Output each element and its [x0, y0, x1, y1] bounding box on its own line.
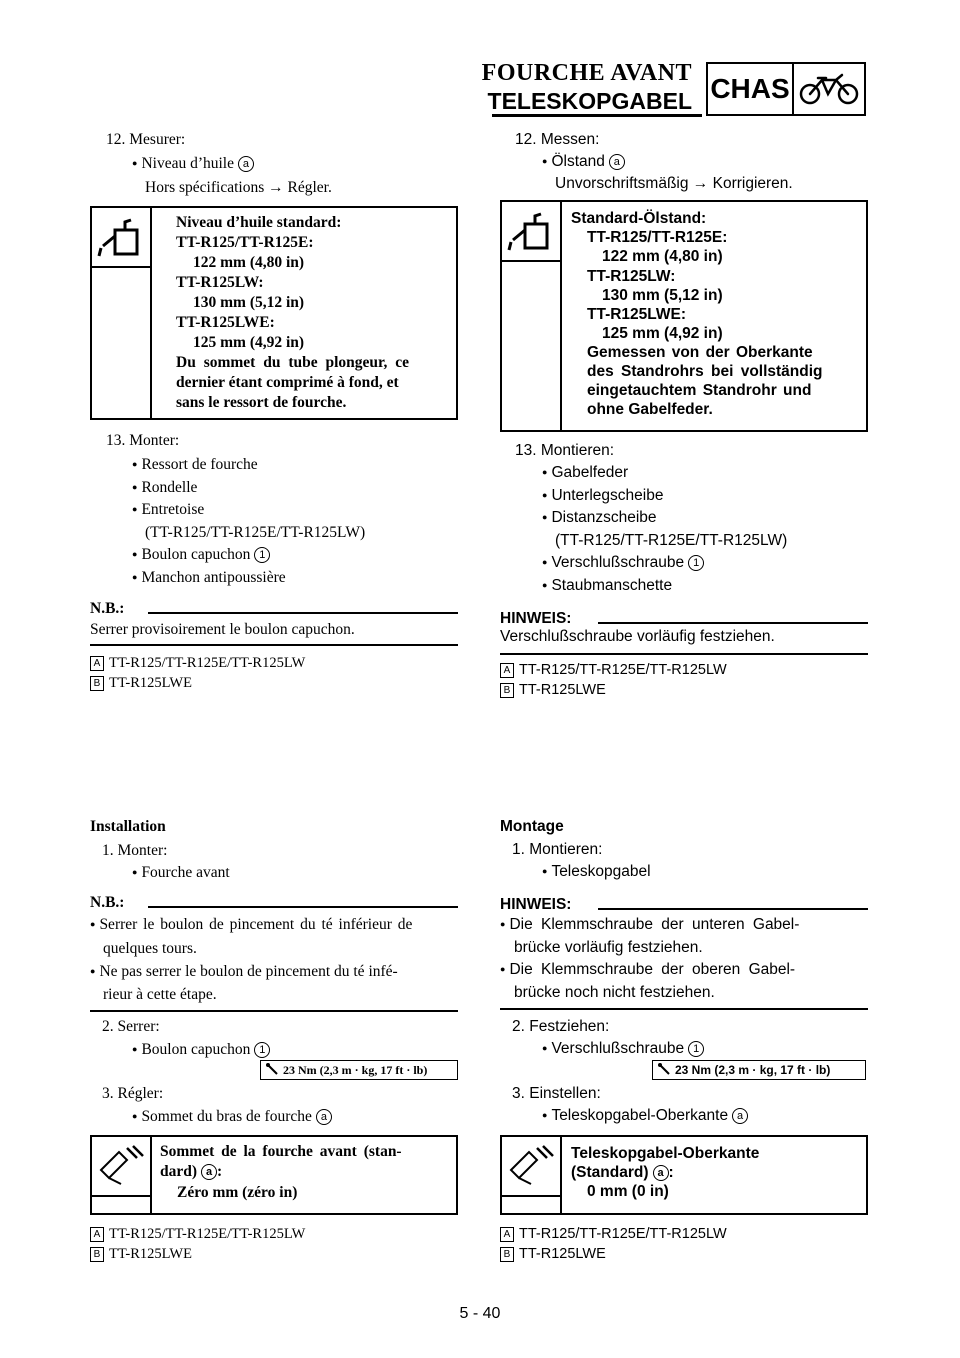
- right-spec1-line: 122 mm (4,80 in): [602, 248, 723, 265]
- motorcycle-icon: [794, 64, 864, 114]
- left-spec1-line: Du sommet du tube plongeur, ce: [176, 354, 409, 371]
- left-step12-note: Hors spécifications → Régler.: [145, 179, 332, 196]
- left-spec1-line: TT-R125LWE:: [176, 314, 275, 331]
- right-spec1-line: 130 mm (5,12 in): [602, 287, 723, 304]
- oil-can-icon: [502, 202, 562, 262]
- left-spec2-line: dard) a :: [160, 1163, 223, 1180]
- left-spec2-value: Zéro mm (zéro in): [177, 1184, 298, 1201]
- left-nb2-line: ● Ne pas serrer le boulon de pincement du té infé-: [90, 963, 398, 981]
- left-install-step3-item: ● Sommet du bras de fourche a: [132, 1108, 332, 1126]
- left-legend-b: B TT-R125LWE: [90, 675, 192, 692]
- right-spec1-line: TT-R125LWE:: [587, 306, 687, 323]
- right-step13-item: ● Staubmanschette: [542, 577, 672, 595]
- left-install-step2-item: ● Boulon capuchon 1: [132, 1041, 270, 1059]
- left-spec1-line: sans le ressort de fourche.: [176, 394, 347, 411]
- left-legend2-b: B TT-R125LWE: [90, 1246, 192, 1263]
- page-number: 5 - 40: [459, 1305, 501, 1322]
- right-torque-spec: 23 Nm (2,3 m · kg, 17 ft · lb): [652, 1060, 866, 1080]
- left-spec1-line: Niveau d’huile standard:: [176, 214, 342, 231]
- right-step13-item: ● Distanzscheibe: [542, 509, 657, 527]
- right-nb2-line: brücke vorläufig festziehen.: [514, 939, 703, 956]
- right-spec1-line: Gemessen von der Oberkante: [587, 344, 813, 361]
- left-spec1-line: TT-R125LW:: [176, 274, 264, 291]
- right-spec2-value: 0 mm (0 in): [587, 1183, 669, 1200]
- right-step12-item: ● Ölstand a: [542, 153, 625, 171]
- torque-wrench-icon: [265, 1063, 279, 1075]
- right-spec1-line: TT-R125/TT-R125E:: [587, 229, 728, 246]
- right-nb2-line: ● Die Klemmschraube der oberen Gabel-: [500, 961, 795, 979]
- right-nb-label: HINWEIS:: [500, 610, 572, 627]
- left-spec2-line: Sommet de la fourche avant (stan-: [160, 1143, 402, 1160]
- torque-wrench-icon: [657, 1063, 671, 1075]
- left-step12-title: 12. Mesurer:: [106, 131, 186, 148]
- right-spec1-line: Standard-Ölstand:: [571, 210, 707, 227]
- left-nb2-rule-top: [148, 906, 458, 908]
- left-step13-item: ● Boulon capuchon 1: [132, 546, 270, 564]
- right-nb-text: Verschlußschraube vorläufig festziehen.: [500, 628, 775, 645]
- right-nb-rule-top: [598, 622, 868, 624]
- right-nb2-line: brücke noch nicht festziehen.: [514, 984, 715, 1001]
- left-spec1-line: 122 mm (4,80 in): [193, 254, 305, 271]
- right-nb-rule-bottom: [500, 653, 868, 655]
- right-spec1-line: TT-R125LW:: [587, 268, 676, 285]
- right-spec1-line: eingetauchtem Standrohr und: [587, 382, 812, 399]
- left-nb2-line: quelques tours.: [103, 940, 197, 957]
- left-step13-item: ● Ressort de fourche: [132, 456, 258, 474]
- left-torque-spec: 23 Nm (2,3 m · kg, 17 ft · lb): [260, 1060, 458, 1080]
- right-step13-item: ● Verschlußschraube 1: [542, 554, 704, 572]
- right-spec1-line: ohne Gabelfeder.: [587, 401, 713, 418]
- left-legend2-a: A TT-R125/TT-R125E/TT-R125LW: [90, 1226, 305, 1243]
- left-install-step3: 3. Régler:: [102, 1085, 164, 1102]
- left-install-step2: 2. Serrer:: [102, 1018, 160, 1035]
- right-legend-a: A TT-R125/TT-R125E/TT-R125LW: [500, 662, 727, 678]
- right-nb2-rule-bottom: [500, 1008, 868, 1010]
- right-legend-b: B TT-R125LWE: [500, 682, 606, 698]
- left-nb2-line: rieur à cette étape.: [103, 986, 217, 1003]
- right-install-step3: 3. Einstellen:: [512, 1085, 601, 1102]
- left-nb2-line: ● Serrer le boulon de pincement du té inférieur de: [90, 916, 412, 934]
- left-nb-rule-top: [148, 612, 458, 614]
- left-nb-label: N.B.:: [90, 600, 125, 617]
- left-install-step1-item: ● Fourche avant: [132, 864, 230, 882]
- left-step13-item: ● Rondelle: [132, 479, 197, 497]
- left-nb-rule-bottom: [90, 644, 458, 646]
- right-step12-title: 12. Messen:: [515, 131, 600, 148]
- right-install-step3-item: ● Teleskopgabel-Oberkante a: [542, 1107, 748, 1125]
- adjust-tool-icon: [92, 1137, 152, 1197]
- page-title-fr: FOURCHE AVANT: [481, 60, 692, 86]
- page-title-de: TELESKOPGABEL: [487, 88, 692, 114]
- right-spec1-line: des Standrohrs bei vollständig: [587, 363, 823, 380]
- right-spec2-line: Teleskopgabel-Oberkante: [571, 1145, 760, 1162]
- right-install-step1-item: ● Teleskopgabel: [542, 863, 651, 881]
- right-legend2-a: A TT-R125/TT-R125E/TT-R125LW: [500, 1226, 727, 1242]
- section-badge: [706, 62, 866, 116]
- left-legend-a: A TT-R125/TT-R125E/TT-R125LW: [90, 655, 305, 672]
- left-step13-title: 13. Monter:: [106, 432, 180, 449]
- left-step12-item: ● Niveau d’huile a: [132, 155, 254, 173]
- left-step13-item: ● Manchon antipoussière: [132, 569, 286, 587]
- right-install-step1: 1. Montieren:: [512, 841, 603, 858]
- left-install-step1: 1. Monter:: [102, 842, 168, 859]
- left-install-title: Installation: [90, 818, 166, 835]
- right-step12-note: Unvorschriftsmäßig → Korrigieren.: [555, 175, 793, 192]
- left-spec1-line: 125 mm (4,92 in): [193, 334, 305, 351]
- right-spec1-line: 125 mm (4,92 in): [602, 325, 723, 342]
- right-nb2-line: ● Die Klemmschraube der unteren Gabel-: [500, 916, 799, 934]
- left-spec1-line: TT-R125/TT-R125E:: [176, 234, 314, 251]
- right-install-title: Montage: [500, 818, 564, 835]
- left-spec1-line: 130 mm (5,12 in): [193, 294, 305, 311]
- right-legend2-b: B TT-R125LWE: [500, 1246, 606, 1262]
- right-install-step2-item: ● Verschlußschraube 1: [542, 1040, 704, 1058]
- right-install-step2: 2. Festziehen:: [512, 1018, 610, 1035]
- right-step13-item: ● Gabelfeder: [542, 464, 628, 482]
- left-nb2-rule-bottom: [90, 1010, 458, 1012]
- left-nb-text: Serrer provisoirement le boulon capuchon.: [90, 621, 355, 638]
- header-rule: [492, 114, 702, 117]
- oil-can-icon: [92, 208, 152, 268]
- left-spec1-line: dernier étant comprimé à fond, et: [176, 374, 399, 391]
- adjust-tool-icon: [502, 1137, 562, 1197]
- right-nb2-rule-top: [598, 908, 868, 910]
- right-step13-models: (TT-R125/TT-R125E/TT-R125LW): [555, 532, 788, 549]
- right-step13-item: ● Unterlegscheibe: [542, 487, 663, 505]
- right-nb2-label: HINWEIS:: [500, 896, 572, 913]
- left-nb2-label: N.B.:: [90, 894, 125, 911]
- left-step13-models: (TT-R125/TT-R125E/TT-R125LW): [145, 524, 366, 541]
- right-step13-title: 13. Montieren:: [515, 442, 615, 459]
- section-badge-label: CHAS: [708, 64, 794, 114]
- left-step13-item: ● Entretoise: [132, 501, 204, 519]
- right-spec2-line: (Standard) a :: [571, 1164, 674, 1181]
